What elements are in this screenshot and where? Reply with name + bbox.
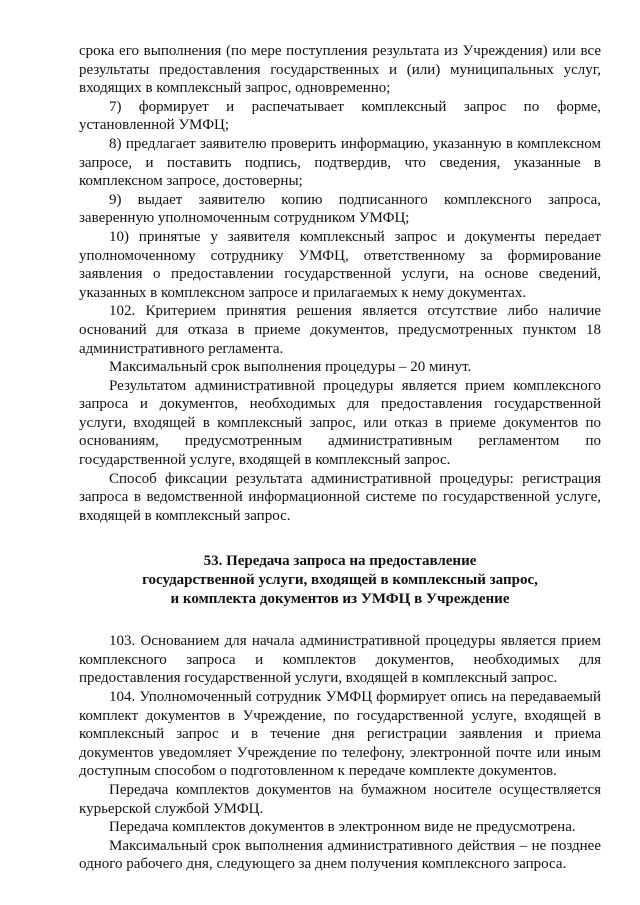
paragraph-fixation-method: Способ фиксации результата административной процедуры: регистрация запроса в ведомственной информационной системе по государственной услуге, входящей в комплексный запрос.: [79, 470, 601, 524]
paragraph-max-time: Максимальный срок выполнения процедуры – 20 минут.: [109, 359, 472, 376]
section-heading-line: государственной услуги, входящей в комплексный запрос,: [142, 572, 538, 589]
section-heading-line: 53. Передача запроса на предоставление: [203, 553, 477, 570]
paragraph-result: Результатом административной процедуры является прием комплексного запроса и документов, необходимых для предоставления государственной услуги, входящей в комплексный запрос, или отказ в приеме документов по основаниям, предусмотренным административным регламентом по государственной услуге, входящей в комплексный запрос.: [79, 377, 601, 469]
paragraph-102: 102. Критерием принятия решения является отсутствие либо наличие оснований для отказа в приеме документов, предусмотренных пунктом 18 административного регламента.: [79, 303, 601, 357]
paragraph-electronic-transfer: Передача комплектов документов в электронном виде не предусмотрена.: [109, 819, 576, 836]
document-page: [79, 42, 601, 874]
paragraph-paper-transfer: Передача комплектов документов на бумажном носителе осуществляется курьерской службой УМФЦ.: [79, 781, 601, 817]
paragraph-max-deadline: Максимальный срок выполнения административного действия – не позднее одного рабочего дня, следующего за днем получения комплексного запроса.: [79, 837, 601, 873]
paragraph-item-10: 10) принятые у заявителя комплексный запрос и документы передает уполномоченному сотруднику УМФЦ, ответственному за формирование заявления о предоставлении государственной услуги, на основе сведений, указанных в комплексном запросе и прилагаемых к нему документах.: [79, 228, 601, 301]
section-heading: [79, 552, 601, 608]
paragraph-103: 103. Основанием для начала административной процедуры является прием комплексного запроса и комплектов документов, необходимых для предоставления государственной услуги, входящей в комплексный запрос.: [79, 633, 601, 687]
paragraph-item-8: 8) предлагает заявителю проверить информацию, указанную в комплексном запросе, и поставить подпись, подтвердив, что сведения, указанные в комплексном запросе, достоверны;: [79, 135, 601, 190]
paragraph-item-7: 7) формирует и распечатывает комплексный запрос по форме, установленной УМФЦ;: [79, 98, 601, 134]
section-heading-line: и комплекта документов из УМФЦ в Учреждение: [170, 590, 510, 607]
paragraph-104: 104. Уполномоченный сотрудник УМФЦ формирует опись на передаваемый комплект документов в Учреждение, по государственной услуге, входящей в комплексный запрос и в течение дня регистрации заявления и приема документов уведомляет Учреждение по телефону, электронной почте или иным доступным способом о подготовленном к передаче комплекте документов.: [79, 689, 601, 780]
paragraph-continuation: срока его выполнения (по мере поступления результата из Учреждения) или все результаты предоставления государственных и (или) муниципальных услуг, входящих в комплексный запрос, одновременно;: [79, 43, 601, 97]
paragraph-item-9: 9) выдает заявителю копию подписанного комплексного запроса, заверенную уполномоченным сотрудником УМФЦ;: [79, 191, 601, 227]
